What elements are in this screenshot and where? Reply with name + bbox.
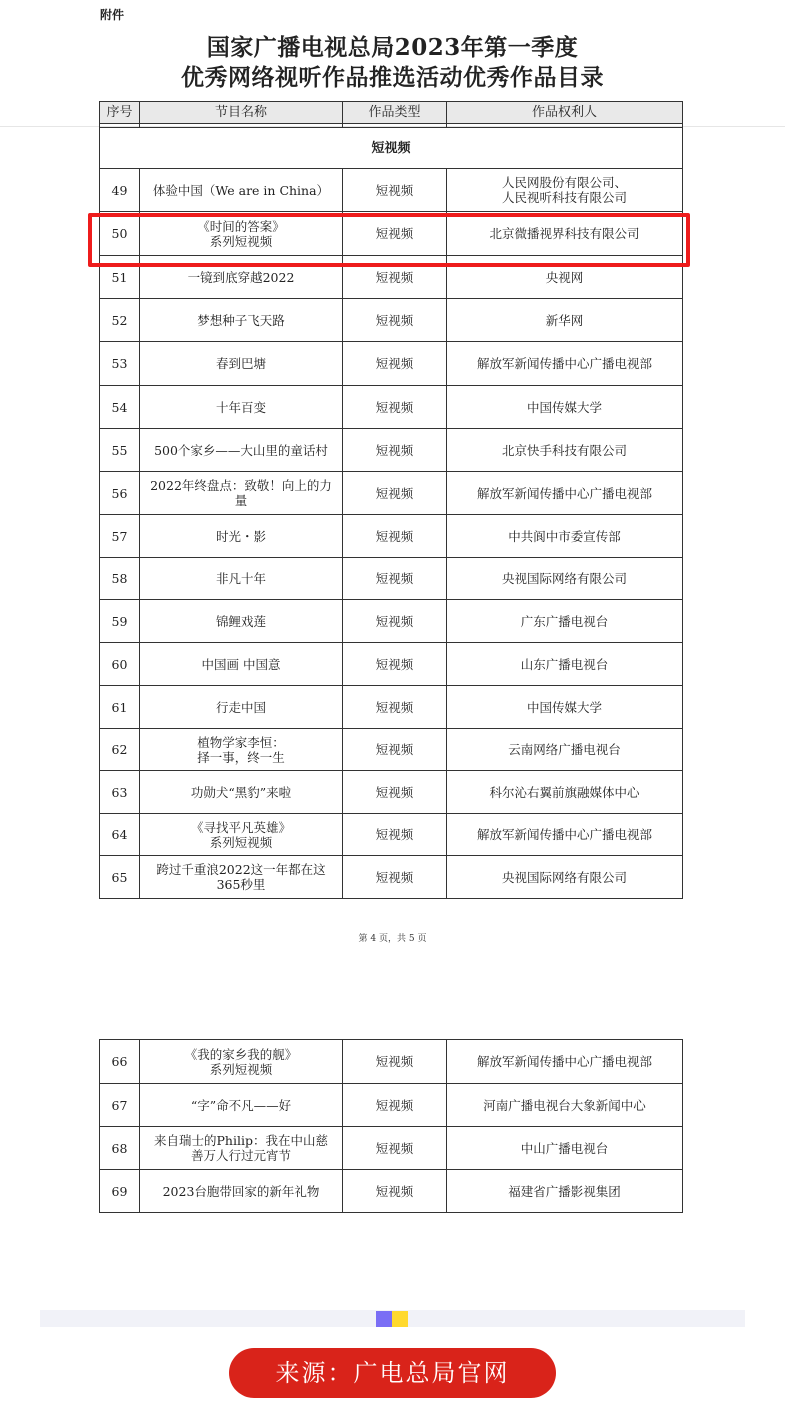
purple-square-icon [376,1311,392,1327]
cell-name [140,342,343,386]
cell-number: 49 [100,169,140,212]
cell-number: 69 [100,1170,140,1213]
cell-name-line: 一镜到底穿越2022 [187,269,295,285]
table-row [100,856,683,899]
cell-name-line: 2022年终盘点：致敬！向上的力 [150,478,332,493]
cell-owner-line: 新华网 [545,312,584,328]
cell-owner [447,342,683,386]
cell-number: 58 [100,558,140,600]
table-row [100,600,683,643]
cell-owner-line: 北京快手科技有限公司 [501,442,627,458]
cell-type: 短视频 [343,558,447,600]
cell-number: 52 [100,299,140,342]
cell-name-line: 锦鲤戏莲 [215,613,266,629]
attachment-label: 附件 [100,8,125,22]
table-row [100,1127,683,1170]
cell-owner [447,729,683,771]
table-row [100,1084,683,1127]
cell-owner-line: 央视国际网络有限公司 [501,571,627,586]
cell-name [140,729,343,771]
cell-number: 60 [100,643,140,686]
cell-number: 53 [100,342,140,386]
cell-owner [447,771,683,814]
cell-type: 短视频 [343,169,447,212]
cell-name [140,1084,343,1127]
cell-owner [447,1084,683,1127]
cell-name-line: 体验中国（We are in China） [152,182,330,198]
table-row [100,515,683,558]
cell-owner [447,643,683,686]
cell-type: 短视频 [343,814,447,856]
yellow-square-icon [392,1311,408,1327]
cell-name [140,472,343,515]
cell-name [140,515,343,558]
cell-name-line: 植物学家李恒： [197,734,285,750]
cell-owner-line: 福建省广播影视集团 [508,1183,621,1199]
cell-name-line: 500个家乡——大山里的童话村 [154,442,328,458]
cell-name-line: “字”命不凡——好 [190,1097,292,1113]
cell-number: 57 [100,515,140,558]
cell-type: 短视频 [343,1084,447,1127]
table-row [100,814,683,856]
cell-owner-line: 解放军新闻传播中心广播电视部 [476,356,652,371]
cell-name-line: 365秒里 [216,877,266,892]
page-title-line2: 优秀网络视听作品推选活动优秀作品目录 [181,64,604,91]
cell-type: 短视频 [343,299,447,342]
table-row [100,429,683,472]
cell-number: 51 [100,256,140,299]
cell-type: 短视频 [343,643,447,686]
column-header: 作品类型 [343,102,447,124]
cell-type: 短视频 [343,600,447,643]
cell-name-line: 系列短视频 [209,1061,273,1077]
cell-name-line: 《我的家乡我的舰》 [184,1046,298,1062]
cell-owner [447,429,683,472]
table-row [100,558,683,600]
column-header: 作品权利人 [447,102,683,124]
works-table-page5 [99,1039,683,1213]
cell-type: 短视频 [343,856,447,899]
cell-type: 短视频 [343,1170,447,1213]
cell-owner-line: 北京微播视界科技有限公司 [489,226,640,241]
cell-name-line: 善万人行过元宵节 [190,1148,291,1163]
cell-name-line: 梦想种子飞天路 [197,312,285,328]
cell-type: 短视频 [343,472,447,515]
cell-owner [447,1127,683,1170]
cell-type: 短视频 [343,342,447,386]
cell-name [140,169,343,212]
table-header-row [100,102,683,124]
section-row [100,128,683,169]
cell-name-line: 来自瑞士的Philip：我在中山慈 [154,1133,328,1148]
cell-number: 50 [100,212,140,256]
cell-owner [447,856,683,899]
cell-owner [447,515,683,558]
table-row [100,386,683,429]
cell-number: 59 [100,600,140,643]
cell-number: 62 [100,729,140,771]
cell-name [140,1127,343,1170]
cell-owner [447,686,683,729]
source-pill: 来源：广电总局官网 [229,1348,556,1398]
cell-name [140,429,343,472]
cell-owner [447,1040,683,1084]
cell-name [140,386,343,429]
cell-type: 短视频 [343,515,447,558]
cell-owner-line: 中国传媒大学 [526,699,602,715]
table-row [100,169,683,212]
cell-number: 61 [100,686,140,729]
page-number: 第 4 页，共 5 页 [358,934,427,944]
cell-name-line: 系列短视频 [209,233,273,249]
cell-name-line: 择一事，终一生 [197,749,285,765]
cell-owner [447,600,683,643]
table-row [100,1040,683,1084]
cell-owner-line: 解放军新闻传播中心广播电视部 [476,485,652,501]
cell-number: 55 [100,429,140,472]
table-row [100,472,683,515]
cell-type: 短视频 [343,429,447,472]
table-row [100,771,683,814]
table-row [100,729,683,771]
column-header: 节目名称 [140,102,343,124]
cell-name-line: 功勋犬“黑豹”来啦 [190,784,292,800]
cell-name-line: 时光・影 [215,528,266,544]
cell-name [140,686,343,729]
table-row [100,643,683,686]
cell-owner-line: 解放军新闻传播中心广播电视部 [476,827,652,842]
cell-name-line: 2023台胞带回家的新年礼物 [162,1183,320,1199]
cell-owner-line: 央视网 [545,269,584,285]
cell-owner-line: 科尔沁右翼前旗融媒体中心 [489,784,640,800]
cell-name [140,643,343,686]
cell-owner-line: 广东广播电视台 [520,613,609,629]
table-row [100,299,683,342]
cell-number: 67 [100,1084,140,1127]
cell-name [140,1170,343,1213]
cell-number: 64 [100,814,140,856]
cell-name-line: 春到巴塘 [215,356,266,371]
cell-name [140,771,343,814]
table-row [100,1170,683,1213]
cell-owner-line: 央视国际网络有限公司 [501,869,627,885]
cell-name [140,558,343,600]
table-row [100,686,683,729]
table-row [100,342,683,386]
cell-owner-line: 中共阆中市委宣传部 [508,528,621,544]
cell-owner-line: 山东广播电视台 [520,656,609,672]
cell-name-line: 十年百变 [215,399,266,415]
cell-owner [447,169,683,212]
cell-name [140,856,343,899]
section-label: 短视频 [100,128,683,169]
cell-name [140,600,343,643]
cell-type: 短视频 [343,386,447,429]
cell-owner-line: 人民网股份有限公司、 [501,175,627,190]
cell-number: 66 [100,1040,140,1084]
cell-name [140,1040,343,1084]
column-header: 序号 [100,102,140,124]
cell-type: 短视频 [343,729,447,771]
cell-owner [447,814,683,856]
cell-owner [447,299,683,342]
cell-name-line: 行走中国 [215,699,266,715]
cell-owner [447,558,683,600]
cell-number: 63 [100,771,140,814]
cell-owner-line: 中山广播电视台 [520,1140,609,1156]
cell-name-line: 跨过千重浪2022这一年都在这 [156,862,326,877]
cell-name-line: 量 [234,493,248,508]
cell-owner-line: 中国传媒大学 [526,399,602,415]
cell-name-line: 非凡十年 [215,571,266,586]
page-title-line1: 国家广播电视总局2023年第一季度 [206,34,579,61]
cell-owner [447,386,683,429]
cell-number: 54 [100,386,140,429]
cell-name-line: 《时间的答案》 [197,218,285,234]
cell-owner-line: 云南网络广播电视台 [508,742,621,757]
cell-number: 65 [100,856,140,899]
cell-name [140,814,343,856]
cell-type: 短视频 [343,1127,447,1170]
cell-name-line: 中国画 中国意 [201,656,281,672]
cell-name-line: 系列短视频 [209,834,273,850]
cell-name [140,299,343,342]
cell-owner-line: 解放军新闻传播中心广播电视部 [476,1054,652,1069]
cell-owner [447,472,683,515]
cell-type: 短视频 [343,212,447,256]
cell-owner-line: 人民视听科技有限公司 [501,190,627,205]
cell-name-line: 《寻找平凡英雄》 [190,819,291,835]
cell-owner-line: 河南广播电视台大象新闻中心 [483,1097,646,1113]
cell-type: 短视频 [343,686,447,729]
highlight-box [88,213,690,267]
cell-number: 56 [100,472,140,515]
cell-type: 短视频 [343,771,447,814]
cell-number: 68 [100,1127,140,1170]
cell-type: 短视频 [343,1040,447,1084]
cell-owner [447,1170,683,1213]
cell-type: 短视频 [343,256,447,299]
